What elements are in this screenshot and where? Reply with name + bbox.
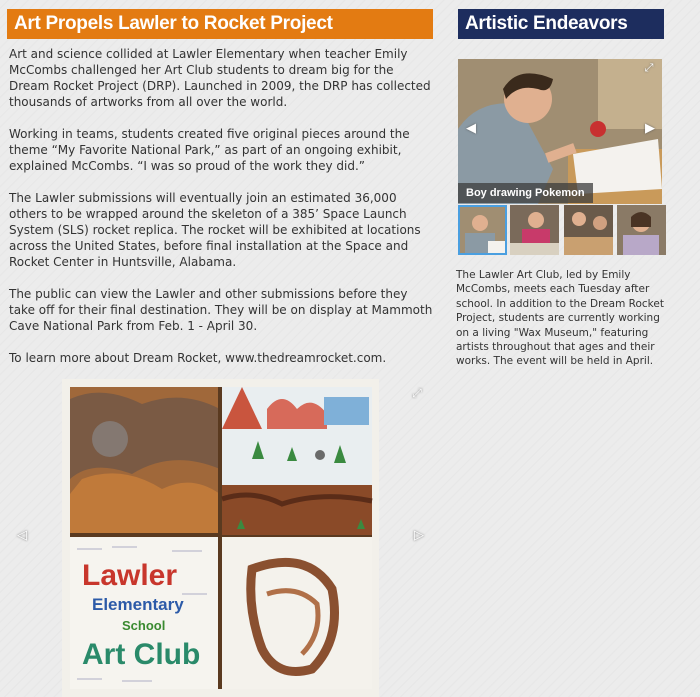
art-text-elementary: Elementary [92, 595, 184, 614]
article-paragraph: The public can view the Lawler and other submissions before they take off for their final destination. They will be on display at Mammoth Cave National Park from Feb. 1 - April 30. [9, 287, 433, 333]
slideshow-photo[interactable] [458, 59, 662, 204]
thumbnail[interactable] [510, 205, 559, 255]
article-paragraph: Working in teams, students created five original pieces around the theme “My Favorite National Park,” as part of an ongoing exhibit, explained McCombs. “I was so proud of the work they did.” [9, 127, 410, 173]
sidebar-title: Artistic Endeavors [458, 9, 664, 39]
slideshow-caption: Boy drawing Pokemon [458, 183, 593, 203]
article-paragraph: To learn more about Dream Rocket, www.thedreamrocket.com. [9, 351, 387, 365]
chevron-right-icon[interactable]: ▷ [414, 528, 424, 543]
art-text-school: School [122, 618, 166, 633]
expand-icon[interactable]: ⤢ [412, 386, 422, 400]
chevron-right-icon[interactable]: ▶ [645, 121, 655, 136]
expand-icon[interactable]: ⤢ [644, 61, 654, 74]
chevron-left-icon[interactable]: ◁ [17, 528, 27, 543]
thumbnail[interactable] [458, 205, 507, 255]
art-text-lawler: Lawler [82, 559, 178, 592]
chevron-left-icon[interactable]: ◀ [466, 121, 476, 136]
article-title: Art Propels Lawler to Rocket Project [7, 9, 433, 39]
art-text-art-club: Art Club [82, 638, 201, 671]
thumbnail[interactable] [564, 205, 613, 255]
sidebar-description: The Lawler Art Club, led by Emily McCombs, meets each Tuesday after school. In addition to the Dream Rocket Project, students are currently working on a living "Wax Museum," featuring artists throughout that ages and their works. The event will be held in April. [456, 269, 664, 368]
thumbnail[interactable] [617, 205, 666, 255]
article-body [9, 46, 437, 382]
thumbnail-strip [458, 205, 664, 257]
article-paragraph: Art and science collided at Lawler Elementary when teacher Emily McCombs challenged her Art Club students to dream big for the Dream Rocket Project (DRP). Launched in 2009, the DRP has collected thousands of artworks from all over the world. [9, 47, 431, 109]
artwork-photo[interactable] [62, 379, 379, 697]
article-paragraph: The Lawler submissions will eventually join an estimated 36,000 others to be wrapped around the skeleton of a 385’ Space Launch System (SLS) rocket replica. The rocket will be exhibited at locations across the United States, before final installation at the Space and Rocket Center in Huntsville, Alabama. [9, 191, 421, 269]
